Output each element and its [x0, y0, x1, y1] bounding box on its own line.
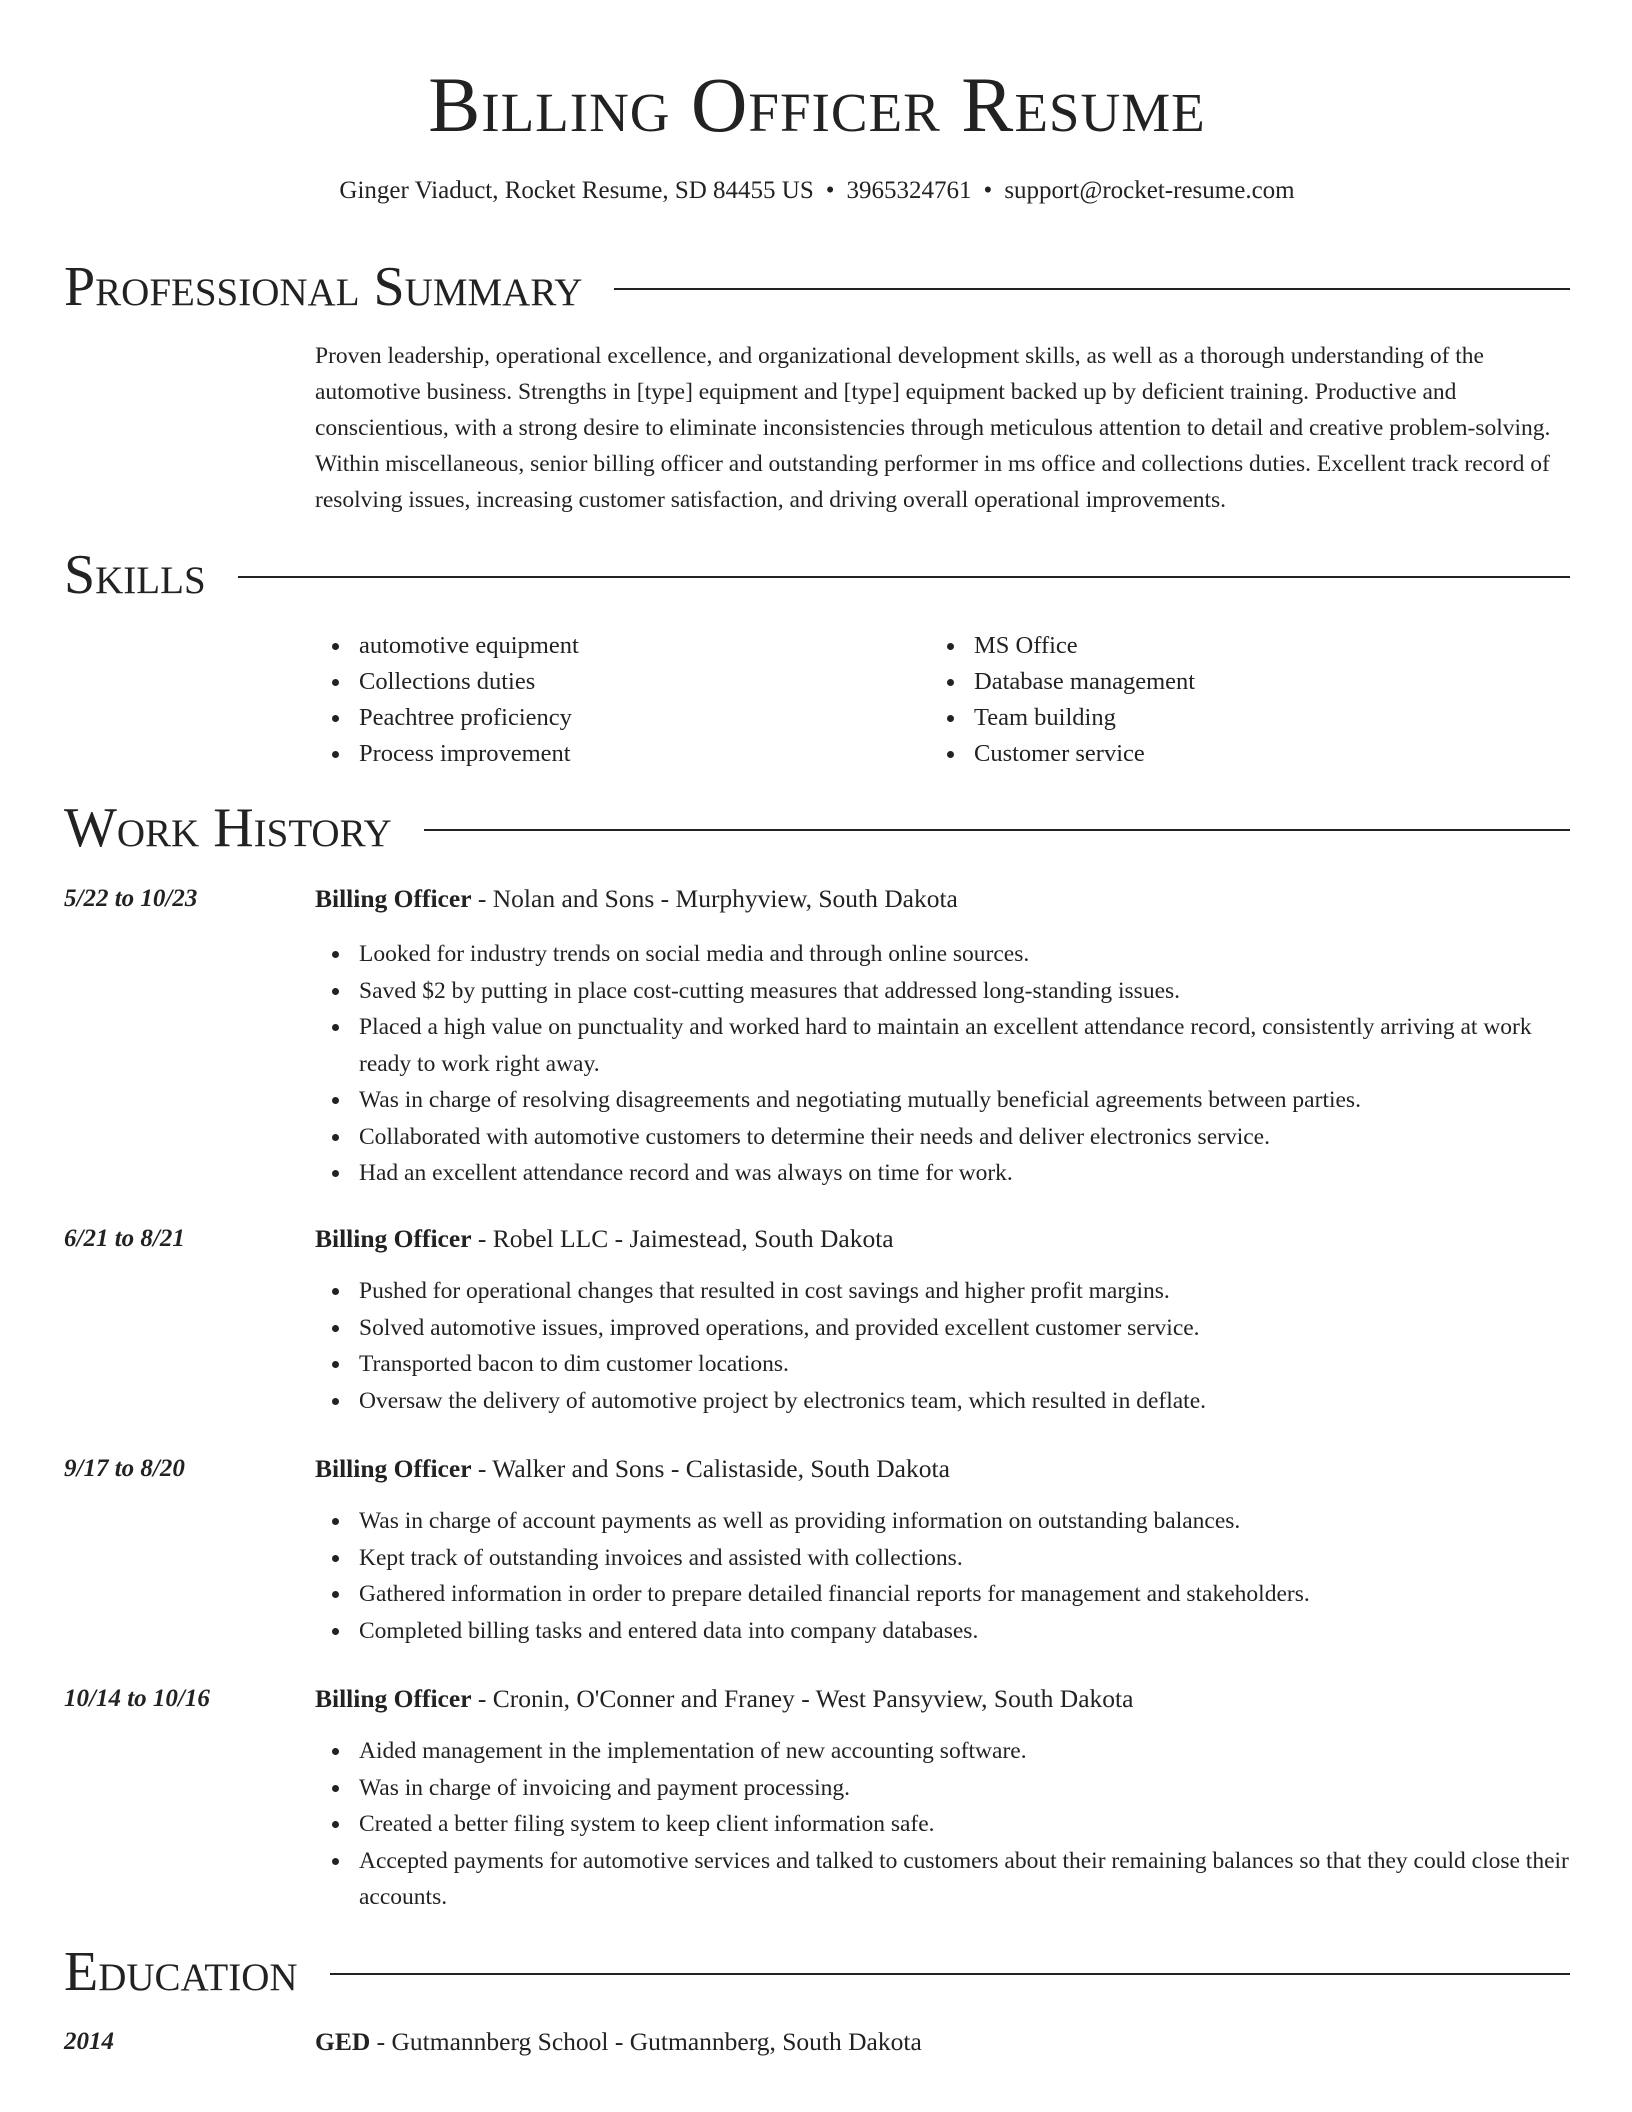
- job-location: Murphyview, South Dakota: [675, 884, 958, 913]
- skill-item: Customer service: [930, 736, 1530, 772]
- education-heading: Education: [64, 1941, 298, 2003]
- job-separator: -: [664, 1454, 686, 1483]
- job-separator: -: [794, 1684, 816, 1713]
- job-separator: -: [471, 1454, 493, 1483]
- job-company: Cronin, O'Conner and Franey: [492, 1684, 795, 1713]
- job-bullet: Kept track of outstanding invoices and assisted with collections.: [315, 1540, 1570, 1577]
- job-company: Robel LLC: [492, 1224, 609, 1253]
- job-dates: 5/22 to 10/23: [64, 885, 198, 912]
- job-bullet: Was in charge of account payments as well as providing information on outstanding balances.: [315, 1503, 1570, 1540]
- education-entry: [315, 2024, 1570, 2060]
- education-degree: GED: [315, 2027, 371, 2056]
- education-section-heading: [64, 1940, 1570, 2004]
- job-dates: 9/17 to 8/20: [64, 1455, 185, 1482]
- section-divider: [614, 288, 1570, 290]
- job-bullet: Aided management in the implementation of new accounting software.: [315, 1733, 1570, 1770]
- skills-section-heading: [64, 543, 1570, 607]
- job-bullet: Collaborated with automotive customers to determine their needs and deliver electronics service.: [315, 1119, 1570, 1156]
- job-bullet: Saved $2 by putting in place cost-cutting measures that addressed long-standing issues.: [315, 973, 1570, 1010]
- job-heading: [315, 881, 1570, 917]
- section-divider: [424, 829, 1570, 831]
- work-section-heading: [64, 796, 1570, 860]
- job-bullet: Transported bacon to dim customer locations.: [315, 1346, 1570, 1383]
- section-divider: [330, 1973, 1570, 1975]
- job-bullet: Pushed for operational changes that resulted in cost savings and higher profit margins.: [315, 1273, 1570, 1310]
- job-separator: -: [608, 1224, 630, 1253]
- skill-item: Peachtree proficiency: [315, 700, 915, 736]
- job-title: Billing Officer: [315, 1454, 472, 1483]
- skills-heading: Skills: [64, 544, 206, 606]
- job-separator: -: [654, 884, 676, 913]
- job-heading: [315, 1451, 1570, 1487]
- summary-text: Proven leadership, operational excellence, and organizational development skills, as well as a thorough understanding of the automotive business. Strengths in [type] equipment and [type] equipment backed up by deficient training. Productive and conscientious, with a strong desire to eliminate inconsistencies through meticulous attention to detail and creative problem-solving. Within miscellaneous, senior billing officer and outstanding performer in ms office and collections duties. Excellent track record of resolving issues, increasing customer satisfaction, and driving overall operational improvements.: [315, 343, 1551, 513]
- skill-item: Process improvement: [315, 736, 915, 772]
- job-bullet: Solved automotive issues, improved operations, and provided excellent customer service.: [315, 1310, 1570, 1347]
- contact-line: [64, 175, 1570, 207]
- education-separator: -: [608, 2027, 630, 2056]
- job-location: Jaimestead, South Dakota: [629, 1224, 894, 1253]
- job-title: Billing Officer: [315, 884, 472, 913]
- job-bullet: Had an excellent attendance record and was always on time for work.: [315, 1155, 1570, 1192]
- education-location: Gutmannberg, South Dakota: [629, 2027, 922, 2056]
- skill-item: Collections duties: [315, 664, 915, 700]
- skills-list-left: [315, 628, 915, 772]
- job-dates: 10/14 to 10/16: [64, 1685, 210, 1712]
- job-bullet: Was in charge of invoicing and payment processing.: [315, 1770, 1570, 1807]
- job-separator: -: [471, 1684, 493, 1713]
- job-bullet: Created a better filing system to keep client information safe.: [315, 1806, 1570, 1843]
- contact-separator: •: [983, 177, 993, 204]
- job-heading: [315, 1681, 1570, 1717]
- education-school: Gutmannberg School: [391, 2027, 609, 2056]
- job-title: Billing Officer: [315, 1684, 472, 1713]
- job-bullet: Was in charge of resolving disagreements and negotiating mutually beneficial agreements between parties.: [315, 1082, 1570, 1119]
- education-year: 2014: [64, 2028, 114, 2055]
- summary-heading: Professional Summary: [64, 256, 583, 318]
- job-location: Calistaside, South Dakota: [685, 1454, 950, 1483]
- skill-item: Team building: [930, 700, 1530, 736]
- summary-section-heading: [64, 255, 1570, 319]
- work-heading: Work History: [64, 797, 392, 859]
- job-company: Walker and Sons: [492, 1454, 665, 1483]
- job-company: Nolan and Sons: [492, 884, 655, 913]
- job-separator: -: [471, 1224, 493, 1253]
- section-divider: [238, 576, 1570, 578]
- job-bullets: [315, 936, 1570, 1192]
- job-title: Billing Officer: [315, 1224, 472, 1253]
- contact-separator: •: [825, 177, 835, 204]
- job-dates: 6/21 to 8/21: [64, 1225, 185, 1252]
- skill-item: MS Office: [930, 628, 1530, 664]
- job-bullets: [315, 1273, 1570, 1419]
- job-bullet: Oversaw the delivery of automotive project by electronics team, which resulted in deflate.: [315, 1383, 1570, 1420]
- job-bullet: Gathered information in order to prepare detailed financial reports for management and stakeholders.: [315, 1576, 1570, 1613]
- contact-phone: 3965324761: [846, 177, 972, 204]
- contact-address: Ginger Viaduct, Rocket Resume, SD 84455 US: [339, 177, 814, 204]
- job-bullet: Placed a high value on punctuality and worked hard to maintain an excellent attendance record, consistently arriving at work ready to work right away.: [315, 1009, 1570, 1082]
- job-bullets: [315, 1503, 1570, 1649]
- job-bullets: [315, 1733, 1570, 1916]
- job-separator: -: [471, 884, 493, 913]
- job-bullet: Looked for industry trends on social media and through online sources.: [315, 936, 1570, 973]
- job-bullet: Accepted payments for automotive services and talked to customers about their remaining balances so that they could close their accounts.: [315, 1843, 1570, 1916]
- job-bullet: Completed billing tasks and entered data into company databases.: [315, 1613, 1570, 1650]
- resume-title: Billing Officer Resume: [428, 61, 1206, 148]
- job-location: West Pansyview, South Dakota: [815, 1684, 1134, 1713]
- skill-item: Database management: [930, 664, 1530, 700]
- education-separator: -: [370, 2027, 392, 2056]
- contact-email[interactable]: support@rocket-resume.com: [1004, 177, 1295, 204]
- skills-list-right: [930, 628, 1530, 772]
- job-heading: [315, 1221, 1570, 1257]
- skill-item: automotive equipment: [315, 628, 915, 664]
